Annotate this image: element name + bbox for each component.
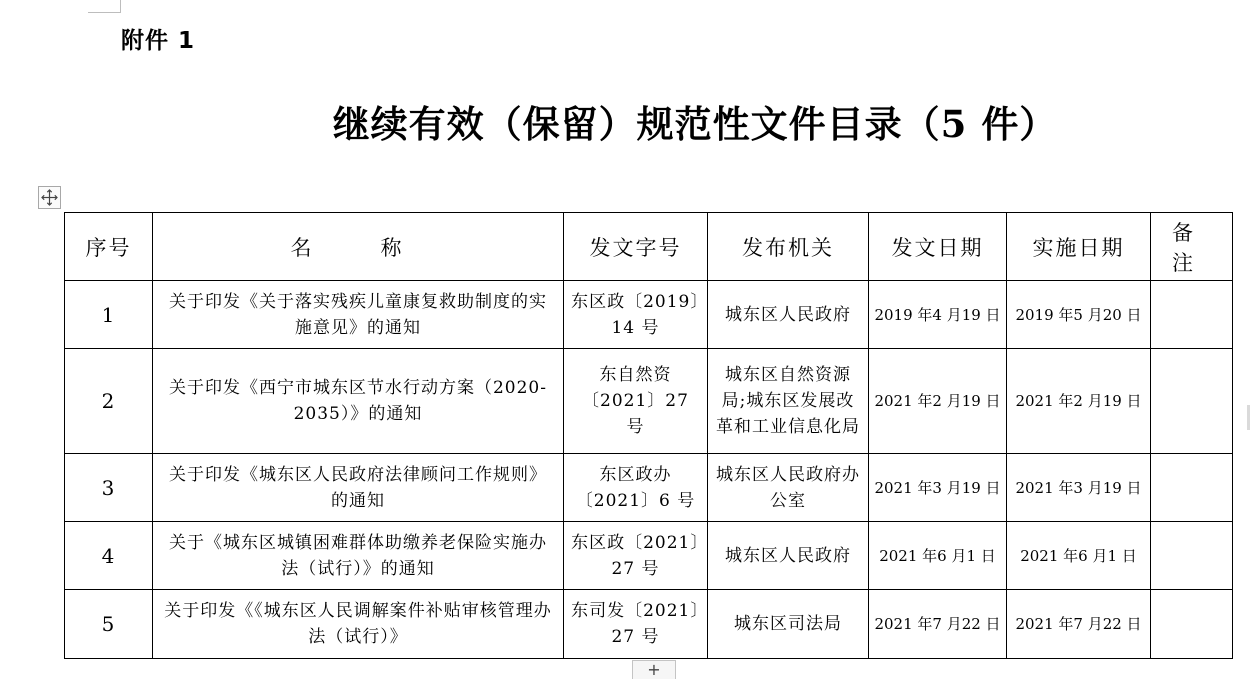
table-row <box>65 454 1233 522</box>
header-remark: 备 注 <box>1151 213 1233 281</box>
cell-seq: 5 <box>65 590 153 659</box>
header-issuer: 发布机关 <box>708 213 869 281</box>
table-row <box>65 281 1233 349</box>
cell-issue-date: 2019 年4 月19 日 <box>869 281 1007 349</box>
cell-name: 关于印发《城东区人民政府法律顾问工作规则》的通知 <box>153 454 564 522</box>
page-corner-mark <box>88 0 121 13</box>
cell-issue-date: 2021 年2 月19 日 <box>869 349 1007 454</box>
table-row <box>65 522 1233 590</box>
header-issue-date: 发文日期 <box>869 213 1007 281</box>
table-row <box>65 590 1233 659</box>
cell-effective-date: 2021 年2 月19 日 <box>1007 349 1151 454</box>
cell-effective-date: 2021 年7 月22 日 <box>1007 590 1151 659</box>
table-row <box>65 349 1233 454</box>
header-row <box>65 213 1233 281</box>
cell-issue-date: 2021 年7 月22 日 <box>869 590 1007 659</box>
cell-effective-date: 2019 年5 月20 日 <box>1007 281 1151 349</box>
cell-seq: 4 <box>65 522 153 590</box>
cell-remark <box>1151 349 1233 454</box>
cell-effective-date: 2021 年6 月1 日 <box>1007 522 1151 590</box>
plus-icon: + <box>647 660 661 679</box>
attachment-label: 附件 1 <box>121 28 196 54</box>
cell-doc-no: 东司发〔2021〕27 号 <box>564 590 708 659</box>
cell-name: 关于《城东区城镇困难群体助缴养老保险实施办法（试行）》的通知 <box>153 522 564 590</box>
cell-seq: 2 <box>65 349 153 454</box>
cell-name: 关于印发《《城东区人民调解案件补贴审核管理办法（试行）》 <box>153 590 564 659</box>
cell-effective-date: 2021 年3 月19 日 <box>1007 454 1151 522</box>
cell-issuer: 城东区人民政府 <box>708 522 869 590</box>
cell-name: 关于印发《关于落实残疾儿童康复救助制度的实施意见》的通知 <box>153 281 564 349</box>
cell-seq: 3 <box>65 454 153 522</box>
cell-issue-date: 2021 年3 月19 日 <box>869 454 1007 522</box>
header-doc-no: 发文字号 <box>564 213 708 281</box>
cell-doc-no: 东区政〔2021〕27 号 <box>564 522 708 590</box>
cell-name: 关于印发《西宁市城东区节水行动方案（2020-2035）》的通知 <box>153 349 564 454</box>
cell-issuer: 城东区司法局 <box>708 590 869 659</box>
page-title: 继续有效（保留）规范性文件目录（5 件） <box>332 102 1058 146</box>
cell-issuer: 城东区人民政府办公室 <box>708 454 869 522</box>
cell-issuer: 城东区自然资源局;城东区发展改革和工业信息化局 <box>708 349 869 454</box>
header-seq: 序号 <box>65 213 153 281</box>
cell-doc-no: 东区政办〔2021〕6 号 <box>564 454 708 522</box>
cell-remark <box>1151 590 1233 659</box>
cell-doc-no: 东区政〔2019〕14 号 <box>564 281 708 349</box>
cell-remark <box>1151 281 1233 349</box>
header-name: 名 称 <box>153 213 564 281</box>
document-catalog-table <box>64 212 1250 659</box>
cell-issue-date: 2021 年6 月1 日 <box>869 522 1007 590</box>
header-effective-date: 实施日期 <box>1007 213 1151 281</box>
cell-remark <box>1151 522 1233 590</box>
add-row-button[interactable] <box>632 660 676 679</box>
move-arrows-icon <box>39 187 60 208</box>
table-move-handle[interactable] <box>38 186 61 209</box>
cell-issuer: 城东区人民政府 <box>708 281 869 349</box>
cell-doc-no: 东自然资〔2021〕27 号 <box>564 349 708 454</box>
cell-remark <box>1151 454 1233 522</box>
cell-seq: 1 <box>65 281 153 349</box>
